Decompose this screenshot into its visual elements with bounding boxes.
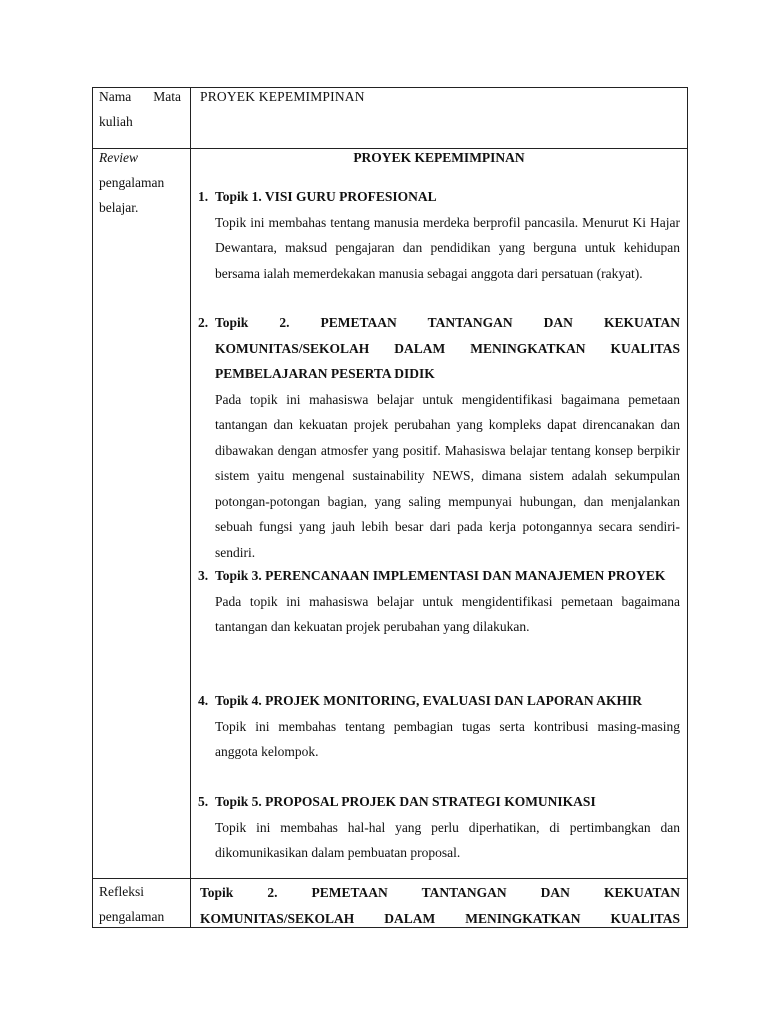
table-right-border <box>687 87 688 928</box>
reflection-label <box>99 879 181 929</box>
topic-3 <box>198 563 680 640</box>
topic-5 <box>198 789 680 866</box>
topic-2-body: Pada topik ini mahasiswa belajar untuk mengidentifikasi bagaimana pemetaan tantangan dan kekuatan projek perubahan yang kompleks dapat direncanakan dan dibawakan dengan atmosfer yang positif. Mahasiswa belajar tentang konsep berpikir sistem yaitu mengenal sustainability NEWS, dimana sistem adalah sekumpulan potongan-potongan bagian, yang saling mempunyai hubungan, dan menjalankan sebuah fungsi yang jauh lebih besar dari pada kerja potongannya secara sendiri-sendiri. <box>215 391 680 560</box>
column-divider <box>190 87 191 928</box>
topic-4-title <box>198 688 680 714</box>
table-top-border <box>92 87 688 88</box>
course-name-label-word1: Nama <box>99 89 132 104</box>
topic-4-title-text: Topik 4. PROJEK MONITORING, EVALUASI DAN LAPORAN AKHIR <box>215 693 642 708</box>
review-label-line3: belajar. <box>99 200 139 215</box>
topic-2-number: 2. <box>198 315 209 330</box>
topic-4-body: Topik ini membahas tentang pembagian tugas serta kontribusi masing-masing anggota kelompok. <box>215 718 680 759</box>
row2-bottom-border <box>92 878 688 879</box>
reflection-label-line1: Refleksi <box>99 884 144 899</box>
course-name-label-word2: Mata <box>153 89 181 104</box>
topic-4-number: 4. <box>198 693 209 708</box>
topic-1-body: Topik ini membahas tentang manusia merdeka berprofil pancasila. Menurut Ki Hajar Dewantara, maksud pengajaran dan pendidikan yang berguna untuk kehidupan bersama ialah memerdekakan manusia sebagai anggota dari persatuan (rakyat). <box>215 214 680 281</box>
review-label <box>99 145 181 220</box>
topic-1-number: 1. <box>198 189 209 204</box>
review-label-line2: pengalaman <box>99 175 165 190</box>
topic-4 <box>198 688 680 765</box>
topic-3-body: Pada topik ini mahasiswa belajar untuk mengidentifikasi pemetaan bagaimana tantangan dan kekuatan projek perubahan yang dilakukan. <box>215 593 680 634</box>
topic-1-title-text: Topik 1. VISI GURU PROFESIONAL <box>215 189 437 204</box>
course-name-label <box>99 84 181 134</box>
review-label-italic: Review <box>99 150 138 165</box>
table-left-border <box>92 87 93 928</box>
topic-5-body: Topik ini membahas hal-hal yang perlu diperhatikan, di pertimbangkan dan dikomunikasikan dalam pembuatan proposal. <box>215 819 680 860</box>
course-name-value: PROYEK KEPEMIMPINAN <box>200 89 365 104</box>
course-name-label-word3: kuliah <box>99 114 133 129</box>
reflection-value: Topik 2. PEMETAAN TANTANGAN DAN KEKUATAN KOMUNITAS/SEKOLAH DALAM MENINGKATKAN KUALITAS <box>200 885 680 926</box>
topic-3-title-text: Topik 3. PERENCANAAN IMPLEMENTASI DAN MANAJEMEN PROYEK <box>215 568 666 583</box>
topic-1 <box>198 184 680 286</box>
reflection-label-line2: pengalaman <box>99 909 165 924</box>
topic-2-title-text: Topik 2. PEMETAAN TANTANGAN DAN KEKUATAN KOMUNITAS/SEKOLAH DALAM MENINGKATKAN KUALITAS PEMBELAJARAN PESERTA DIDIK <box>215 315 680 381</box>
topic-1-title <box>198 184 680 210</box>
topic-5-title <box>198 789 680 815</box>
topic-5-title-text: Topik 5. PROPOSAL PROJEK DAN STRATEGI KOMUNIKASI <box>215 794 596 809</box>
review-heading: PROYEK KEPEMIMPINAN <box>353 150 525 165</box>
topic-3-title <box>198 563 680 589</box>
topic-5-number: 5. <box>198 794 209 809</box>
topic-2 <box>198 310 680 565</box>
topic-3-number: 3. <box>198 568 209 583</box>
topic-2-title <box>198 310 680 387</box>
